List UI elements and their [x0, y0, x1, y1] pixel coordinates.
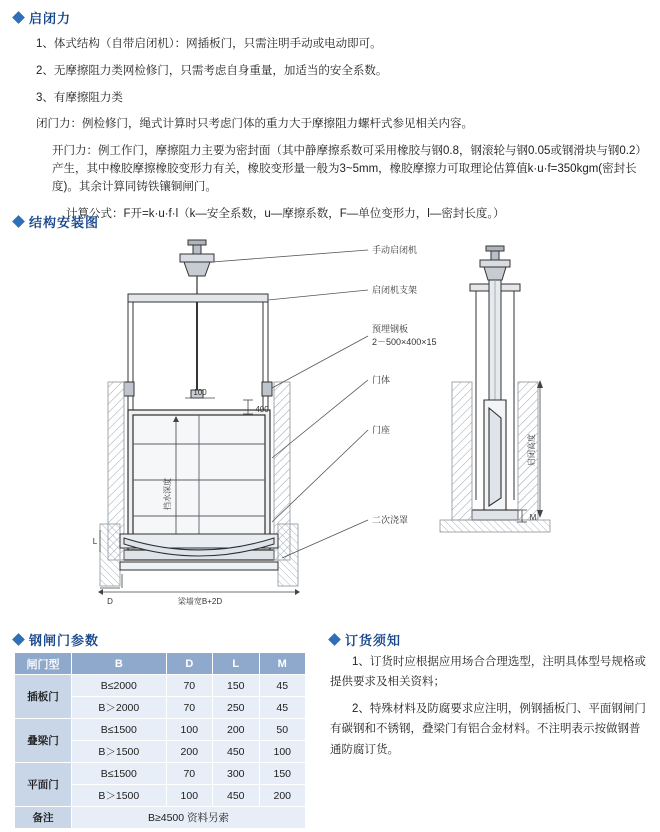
force-paragraph-2: 2、无摩擦阻力类网检修门，只需考虑自身重量，加适当的安全系数。	[36, 64, 388, 77]
cell: B≤1500	[72, 763, 167, 785]
cell: 150	[259, 763, 306, 785]
cell: 200	[213, 719, 259, 741]
remark-value: B≥4500 资料另索	[72, 807, 306, 829]
th-d: D	[166, 653, 212, 675]
table-row	[15, 719, 306, 741]
force-section	[14, 8, 646, 224]
label-door-body: 门体	[372, 375, 391, 385]
label-dim-L: L	[92, 537, 98, 546]
cell: 70	[166, 697, 212, 719]
params-section-heading	[14, 630, 99, 649]
force-section-heading	[14, 8, 646, 27]
cell: 100	[259, 741, 306, 763]
rowhead-pingmianmen: 平面门	[15, 763, 72, 807]
structure-installation-drawing	[0, 232, 660, 610]
order-section-heading	[330, 630, 401, 649]
cell: 200	[166, 741, 212, 763]
order-paragraph-1: 1、订货时应根据应用场合合理选型，注明具体型号规格或提供要求及相关资料；	[330, 656, 646, 689]
label-hoist-frame: 启闭机支架	[372, 285, 418, 295]
cell: 45	[259, 697, 306, 719]
params-section-title: 钢闸门参数	[29, 633, 100, 648]
table-row	[15, 763, 306, 785]
label-water-depth: 挡水深度	[163, 478, 172, 510]
cell: B≤2000	[72, 675, 167, 697]
gate-seat-side	[472, 510, 518, 520]
label-embed-plate-spec: 2－500×400×15	[372, 337, 437, 347]
cell: 250	[213, 697, 259, 719]
hoist-machine-front	[180, 240, 214, 302]
cell: B＞2000	[72, 697, 167, 719]
cell: 300	[213, 763, 259, 785]
table-header-row	[15, 653, 306, 675]
gate-params-table	[14, 652, 306, 829]
label-hoist-height: 启闭高度	[527, 434, 536, 466]
cell: 50	[259, 719, 306, 741]
label-wall-width: 梁墙宽B+2D	[177, 597, 223, 606]
force-paragraph-6: 计算公式：F开=k·u·f·l（k—安全系数，u—摩擦系数，F—单位变形力，l—密封长度。）	[66, 207, 505, 220]
label-second-pour: 二次浇罩	[372, 515, 409, 525]
cell: B＞1500	[72, 741, 167, 763]
order-notes	[330, 652, 646, 767]
label-dim-D: D	[107, 597, 113, 606]
cell: 100	[166, 785, 212, 807]
label-dim-400: 400	[255, 405, 269, 414]
force-section-title: 启闭力	[29, 11, 72, 26]
th-l: L	[213, 653, 259, 675]
cell: 45	[259, 675, 306, 697]
th-gate-type: 闸门型	[15, 653, 72, 675]
force-paragraph-3: 3、有摩擦阻力类	[36, 91, 123, 104]
rowhead-chabanmen: 插板门	[15, 675, 72, 719]
cell: 70	[166, 763, 212, 785]
cell: 70	[166, 675, 212, 697]
order-paragraph-2: 2、特殊材料及防腐要求应注明，例钢插板门、平面钢闸门有碳钢和不锈钢，叠梁门有铝合金材料。不注明表示按做钢普通防腐订货。	[330, 703, 646, 756]
cell: 200	[259, 785, 306, 807]
th-m: M	[259, 653, 306, 675]
cell: 100	[166, 719, 212, 741]
diamond-bullet-icon	[12, 11, 25, 24]
gate-side-profile	[484, 400, 506, 510]
rowhead-dieliangmen: 叠梁门	[15, 719, 72, 763]
hoist-machine-side	[480, 246, 510, 280]
label-embed-plate: 预埋钢板	[372, 324, 409, 334]
force-paragraph-5: 开门力：例工作门，摩擦阻力主要为密封面（其中静摩擦系数可采用橡胶与钢0.8，钢滚轮与钢0.05或钢滑块与钢0.2）产生，其中橡胶摩擦橡胶变形力有关，橡胶变形量一般为3~5mm，橡胶摩擦力可取理论估算值k·u·f=350kgm(密封长度)。其余计算同铸铁镶铜闸门。	[52, 145, 642, 193]
table-row	[15, 675, 306, 697]
label-dim-100: 100	[193, 388, 207, 397]
force-paragraph-4: 闭门力：例检修门，绳式计算时只考虑门体的重力大于摩擦阻力螺杆式参见相关内容。	[36, 118, 473, 131]
cell: 450	[213, 741, 259, 763]
diamond-bullet-icon	[12, 633, 25, 646]
diamond-bullet-icon	[12, 215, 25, 228]
cell: B≤1500	[72, 719, 167, 741]
drawing-section-heading	[14, 212, 99, 231]
cell: 150	[213, 675, 259, 697]
remark-label: 备注	[15, 807, 72, 829]
drawing-section-title: 结构安装图	[29, 215, 100, 230]
cell: 450	[213, 785, 259, 807]
diamond-bullet-icon	[328, 633, 341, 646]
force-paragraph-1: 1、体式结构（自带启闭机）：网插板门，只需注明手动或电动即可。	[36, 38, 382, 50]
label-dim-M: M	[529, 513, 537, 522]
order-section-title: 订货须知	[345, 633, 402, 648]
th-b: B	[72, 653, 167, 675]
gate-params-table-wrap	[14, 652, 306, 829]
label-door-seat: 门座	[372, 425, 391, 435]
label-hoist: 手动启闭机	[372, 245, 418, 255]
table-remark-row	[15, 807, 306, 829]
cell: B＞1500	[72, 785, 167, 807]
